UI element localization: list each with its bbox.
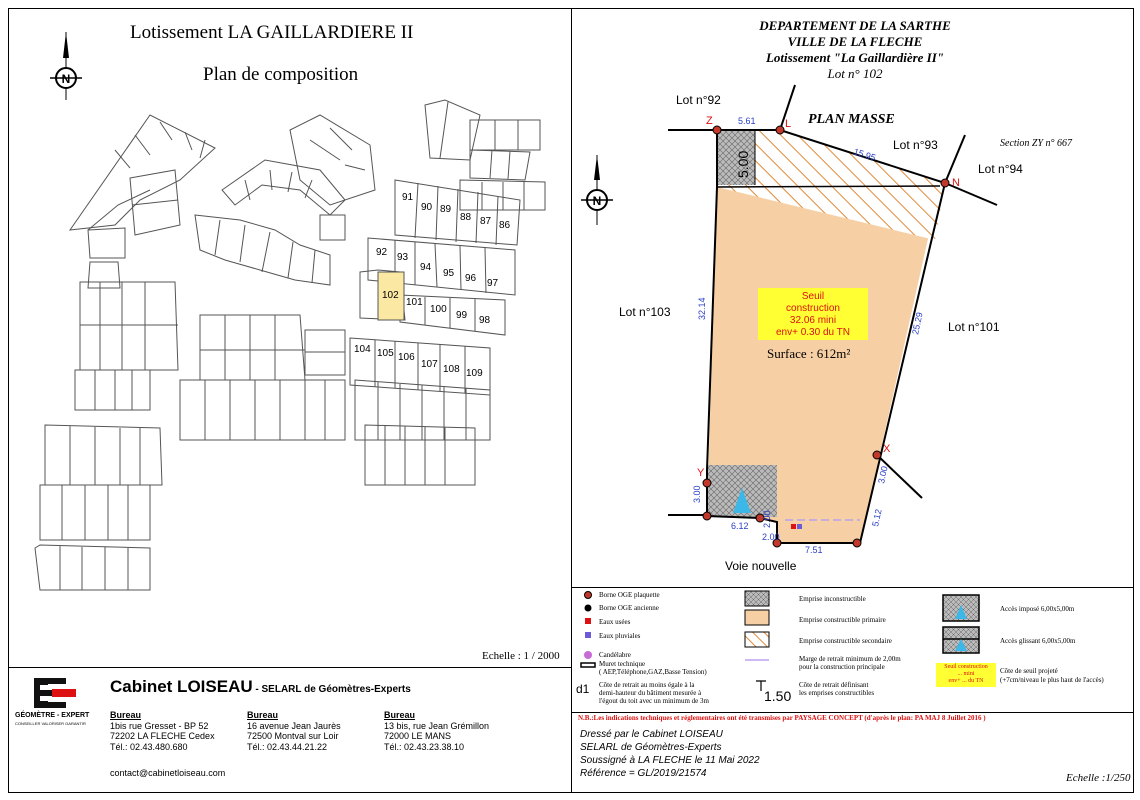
north-arrow-right: [581, 155, 613, 225]
legend-borne-ancienne: Borne OGE ancienne: [599, 604, 659, 612]
lot-86: 86: [499, 220, 511, 231]
dim-200b: 2.00: [762, 532, 780, 542]
seuil-l4: env+ 0.30 du TN: [775, 327, 851, 338]
left-subtitle: Plan de composition: [203, 64, 359, 85]
company-logo: [30, 676, 80, 710]
north-arrow-left: [50, 32, 82, 100]
dim-561: 5.61: [738, 116, 756, 126]
parcel-blocks: [35, 100, 545, 590]
point-y: Y: [697, 467, 705, 479]
composition-map: [0, 0, 572, 668]
legend-retrait-l2: les emprises constructibles: [799, 689, 875, 697]
north-label-left: N: [61, 72, 71, 86]
office-2-line2: 72500 Montval sur Loir: [247, 731, 339, 741]
legend-seuil-box: [936, 664, 996, 685]
office-2: [247, 710, 341, 752]
footer-scale: Echelle :1/250: [1066, 772, 1131, 784]
legend-muret-l2: ( AEP,Téléphone,GAZ,Basse Tension): [599, 668, 707, 676]
lot-105: 105: [377, 348, 394, 359]
lot-101: 101: [406, 297, 423, 308]
lot-103-label: Lot n°103: [619, 305, 671, 319]
legend-seuil-box-l1: Seuil construction: [944, 664, 988, 670]
legend-seuil-projete-l2: (+7cm/niveau le plus haut de l'accès): [1000, 676, 1104, 684]
plan-masse-title: PLAN MASSE: [808, 112, 895, 127]
dim-612: 6.12: [731, 521, 749, 531]
company-name-line: [110, 677, 411, 697]
legend-borne-plaquette: Borne OGE plaquette: [599, 591, 660, 599]
eaux-pluviales-marker: [797, 524, 802, 529]
legend-inconstructible: Emprise inconstructible: [799, 595, 866, 603]
legend-retrait-val: 1.50: [764, 688, 792, 704]
office-3: [384, 710, 489, 752]
legend-acces-glissant: Accès glissant 6,00x5,00m: [1000, 637, 1076, 645]
eaux-usees-marker: [791, 524, 796, 529]
dim-1595: 15.95: [852, 146, 877, 163]
lot-107: 107: [421, 359, 438, 370]
lot-97: 97: [487, 278, 499, 289]
lot-108: 108: [443, 364, 460, 375]
legend-marge-l2: pour la construction principale: [799, 663, 885, 671]
point-x: X: [883, 443, 891, 455]
legend-cote: [599, 681, 709, 705]
lot-100: 100: [430, 304, 447, 315]
lot-104: 104: [354, 344, 371, 355]
office-1-line3: Tél.: 02.43.480.680: [110, 741, 188, 752]
lot-106: 106: [398, 352, 415, 363]
lot-96: 96: [465, 273, 477, 284]
legend-eaux-pluviales: Eaux pluviales: [599, 632, 641, 640]
lot-102: 102: [382, 290, 399, 301]
legend-acces-impose: Accès imposé 6,00x5,00m: [1000, 605, 1075, 613]
legend-cote-l3: l'égout du toit avec un minimum de 3m: [599, 697, 709, 705]
dim-2529: 25.29: [910, 311, 925, 336]
point-l: L: [785, 118, 792, 130]
contact-email[interactable]: contact@cabinetloiseau.com: [110, 768, 226, 778]
footer-line2: SELARL de Géomètres-Experts: [580, 742, 722, 753]
lot-98: 98: [479, 315, 491, 326]
footer-line4: Référence = GL/2019/21574: [580, 768, 707, 779]
footer-line3: Soussigné à LA FLECHE le 11 Mai 2022: [580, 755, 760, 766]
left-scale: Echelle : 1 / 2000: [482, 650, 560, 662]
dim-500: 5.00: [735, 150, 751, 178]
lot-101-label: Lot n°101: [948, 320, 1000, 334]
legend-eaux-usees: Eaux usées: [599, 618, 631, 626]
header-ville: VILLE DE LA FLECHE: [787, 34, 923, 49]
lot-99: 99: [456, 310, 468, 321]
legend-marge-l1: Marge de retrait minimum de 2,00m: [799, 655, 901, 663]
lot-87: 87: [480, 216, 492, 227]
legend-muret-l1: Muret technique: [599, 660, 646, 668]
surface-label: Surface : 612m²: [767, 346, 851, 361]
plan-masse-drawing: [571, 8, 1134, 588]
legend-muret: [599, 660, 707, 676]
section-label: Section ZY n° 667: [1000, 138, 1073, 149]
legend-primaire: Emprise constructible primaire: [799, 616, 886, 624]
lot-95: 95: [443, 268, 455, 279]
north-label-right: N: [592, 194, 602, 208]
legend-seuil-box-l3: env+ ... du TN: [948, 678, 984, 684]
logo-line1: GÉOMÈTRE - EXPERT: [15, 712, 90, 719]
point-n: N: [952, 177, 960, 189]
lot-92: 92: [376, 247, 388, 258]
lot-89: 89: [440, 204, 452, 215]
legend-retrait: [799, 681, 874, 697]
legend-secondaire: Emprise constructible secondaire: [799, 637, 892, 645]
legend-seuil-projete: [1000, 667, 1104, 685]
dim-200a: 2.00: [762, 510, 772, 528]
office-2-line3: Tél.: 02.43.44.21.22: [247, 741, 328, 752]
legend-retrait-l1: Côte de retrait définisant: [799, 681, 869, 689]
office-2-line1: 16 avenue Jean Jaurès: [247, 720, 341, 731]
dim-300b: 3.00: [692, 485, 702, 503]
lot-92-label: Lot n°92: [676, 93, 721, 107]
dim-3214: 32.14: [697, 297, 707, 320]
lot-90: 90: [421, 202, 433, 213]
lot-88: 88: [460, 212, 472, 223]
office-2-label: Bureau: [247, 710, 279, 720]
dim-751: 7.51: [805, 545, 823, 555]
header-lotissement: Lotissement "La Gaillardière II": [765, 50, 944, 65]
company-name: Cabinet LOISEAU: [110, 677, 253, 696]
header-department: DEPARTEMENT DE LA SARTHE: [759, 18, 951, 33]
lot-94-label: Lot n°94: [978, 162, 1023, 176]
legend-cote-l1: Côte de retrait au moins égale à la: [599, 681, 695, 689]
legend-seuil-projete-l1: Côte de seuil projeté: [1000, 667, 1058, 675]
header-lot: Lot n° 102: [827, 66, 883, 81]
office-3-line1: 13 bis, rue Jean Grémillon: [384, 720, 490, 731]
legend-candelabre: Candélabre: [599, 651, 631, 659]
office-1: [110, 710, 215, 752]
office-3-label: Bureau: [384, 710, 416, 720]
lot-93: 93: [397, 252, 409, 263]
seuil-l2: construction: [786, 303, 840, 314]
dim-300a: 3.00: [876, 465, 890, 485]
legend-d1: d1: [576, 682, 590, 696]
company-suffix: - SELARL de Géomètres-Experts: [252, 684, 411, 695]
office-1-line2: 72202 LA FLECHE Cedex: [110, 731, 215, 741]
footer-line1: Dressé par le Cabinet LOISEAU: [580, 729, 723, 740]
dim-512: 5.12: [870, 508, 884, 528]
legend-cote-l2: demi-hauteur du bâtiment mesurée à: [599, 689, 702, 697]
left-title: Lotissement LA GAILLARDIERE II: [130, 22, 414, 43]
nb-note: N.B.:Les indications techniques et réglementaires ont été transmises par PAYSAGE CONCEPT (d'après le plan: PA MAJ 8 Juillet 2016 ): [578, 714, 986, 722]
footer-signature: [580, 728, 760, 780]
seuil-l3: 32.06 mini: [789, 315, 837, 326]
point-z: Z: [706, 115, 713, 127]
lot-91: 91: [402, 192, 414, 203]
lot-94: 94: [420, 262, 432, 273]
office-3-line3: Tél.: 02.43.23.38.10: [384, 741, 465, 752]
logo-line2: CONSEILLER VALORISER GARANTIR: [15, 721, 86, 726]
lot-109: 109: [466, 368, 483, 379]
office-1-label: Bureau: [110, 710, 142, 720]
lot-93-label: Lot n°93: [893, 138, 938, 152]
seuil-l1: Seuil: [801, 291, 825, 302]
office-3-line2: 72000 LE MANS: [384, 731, 452, 741]
office-1-line1: 1bis rue Gresset - BP 52: [110, 720, 209, 731]
voie-nouvelle: Voie nouvelle: [725, 559, 797, 573]
lot-numbers: [354, 192, 511, 379]
legend-marge: [799, 655, 901, 671]
legend-seuil-box-l2: ... mini: [957, 671, 975, 677]
